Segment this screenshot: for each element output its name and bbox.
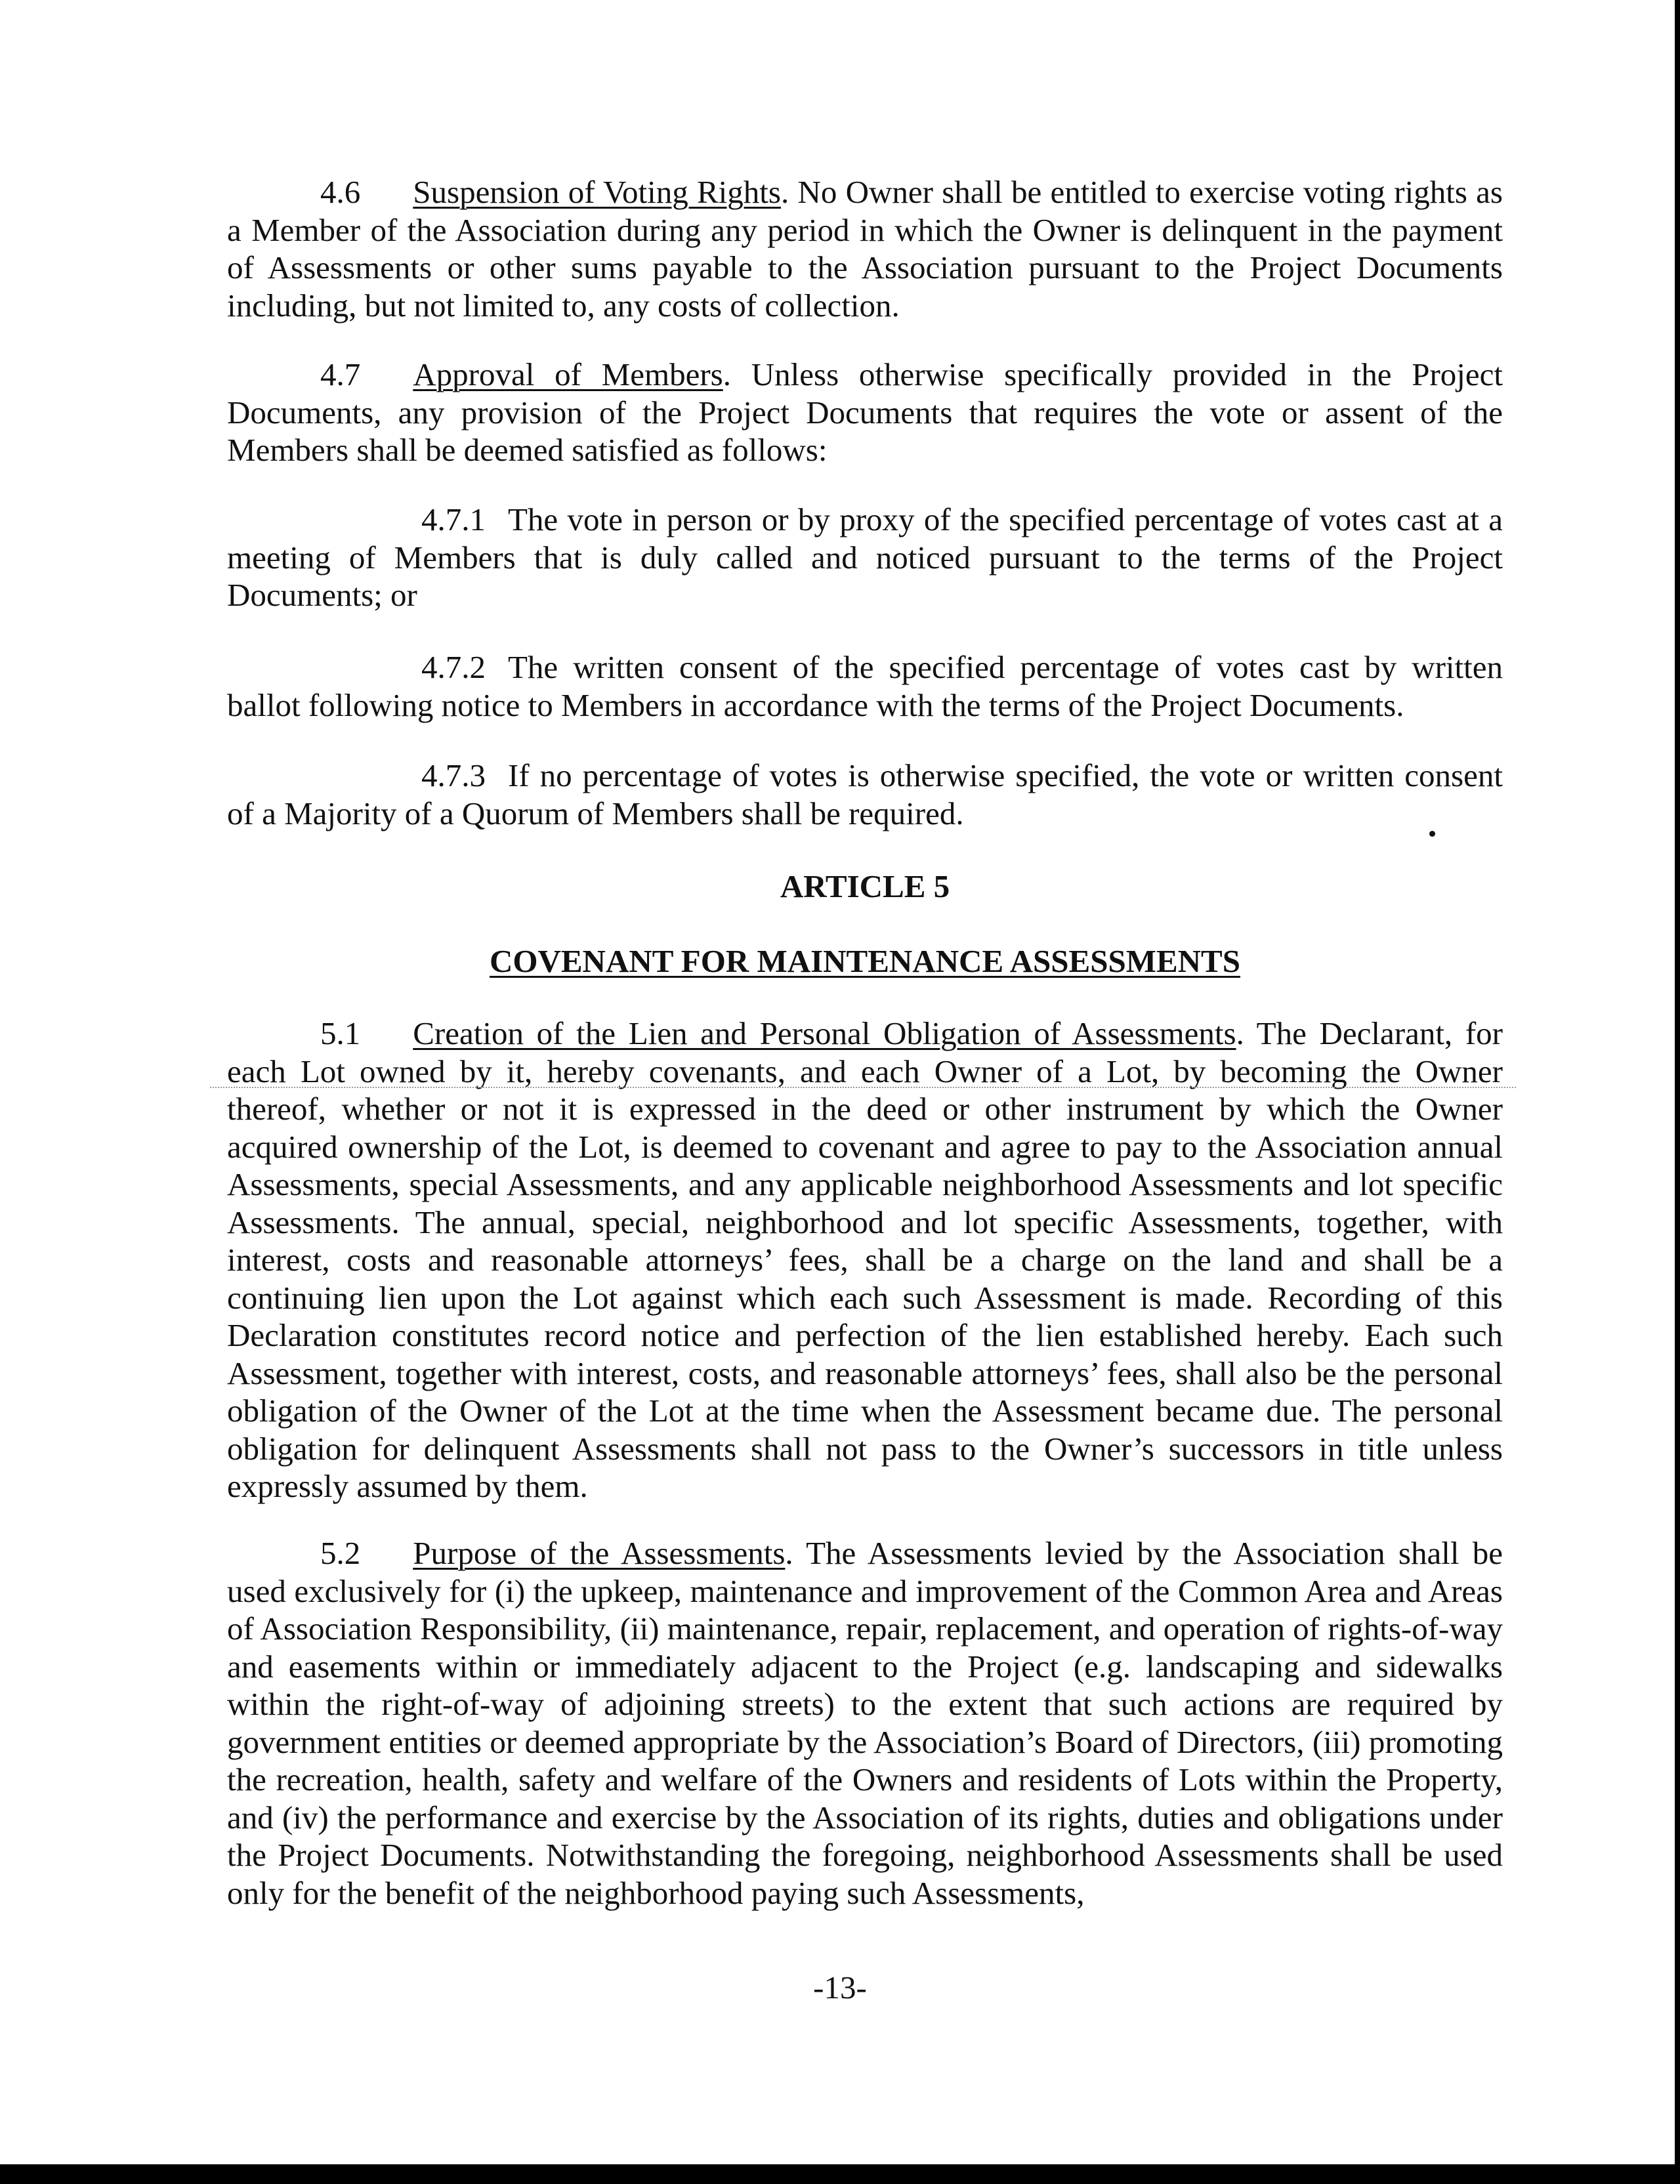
section-body: If no percentage of votes is otherwise specified, the vote or written consent of a Majority of a Quorum of Members shall be required. xyxy=(227,757,1503,831)
scan-border-right xyxy=(1675,0,1680,2184)
section-body: . The Declarant, for each Lot owned by it, hereby covenants, and each Owner of a Lot, by becoming the Owner thereof, whether or not it is expressed in the deed or other instrument by which the Owner acquired ownership of the Lot, is deemed to covenant and agree to pay to the Association annual Assessments, special Assessments, and any applicable neighborhood Assessments and lot specific Assessments. The annual, special, neighborhood and lot specific Assessments, together, with interest, costs and reasonable attorneys’ fees, shall be a charge on the land and shall be a continuing lien upon the Lot against which each such Assessment is made. Recording of this Declaration constitutes record notice and perfection of the lien established hereby. Each such Assessment, together with interest, costs, and reasonable attorneys’ fees, shall also be the personal obligation of the Owner of the Lot at the time when the Assessment became due. The personal obligation for delinquent Assessments shall not pass to the Owner’s successors in title unless expressly assumed by them. xyxy=(227,1015,1503,1504)
section-4-6 xyxy=(227,173,1503,324)
section-4-7 xyxy=(227,356,1503,469)
scan-speck xyxy=(1429,831,1435,837)
section-body: . The Assessments levied by the Association shall be used exclusively for (i) the upkeep, maintenance and improvement of the Common Area and Areas of Association Responsibility, (ii) maintenance, repair, replacement, and operation of rights-of-way and easements within or immediately adjacent to the Project (e.g. landscaping and sidewalks within the right-of-way of adjoining streets) to the extent that such actions are required by government entities or deemed appropriate by the Association’s Board of Directors, (iii) promoting the recreation, health, safety and welfare of the Owners and residents of Lots within the Property, and (iv) the performance and exercise by the Association of its rights, duties and obligations under the Project Documents. Notwithstanding the foregoing, neighborhood Assessments shall be used only for the benefit of the neighborhood paying such Assessments, xyxy=(227,1535,1503,1911)
section-title: Suspension of Voting Rights xyxy=(413,174,781,210)
section-5-2 xyxy=(227,1534,1503,1912)
section-4-7-3 xyxy=(227,757,1503,832)
section-number: 4.7.1 xyxy=(421,501,486,537)
section-body: . No Owner shall be entitled to exercise voting rights as a Member of the Association during any period in which the Owner is delinquent in the payment of Assessments or other sums payable to the Association pursuant to the Project Documents including, but not limited to, any costs of collection. xyxy=(227,174,1503,324)
scan-border-bottom xyxy=(0,2164,1680,2184)
section-title: Approval of Members xyxy=(413,356,723,392)
section-number: 4.7 xyxy=(320,356,361,392)
section-title: Purpose of the Assessments xyxy=(413,1535,786,1571)
section-number: 4.7.3 xyxy=(421,757,486,793)
section-body: The vote in person or by proxy of the specified percentage of votes cast at a meeting of Members that is duly called and noticed pursuant to the terms of the Project Documents; or xyxy=(227,501,1503,613)
article-heading: ARTICLE 5 xyxy=(780,868,950,904)
section-4-7-2 xyxy=(227,648,1503,724)
section-body: . Unless otherwise specifically provided in the Project Documents, any provision of the Project Documents that requires the vote or assent of the Members shall be deemed satisfied as follows: xyxy=(227,356,1503,468)
section-body: The written consent of the specified percentage of votes cast by written ballot following notice to Members in accordance with the terms of the Project Documents. xyxy=(227,649,1503,723)
section-4-7-1 xyxy=(227,501,1503,614)
section-title: Creation of the Lien and Personal Obligation of Assessments xyxy=(413,1015,1236,1051)
section-number: 4.7.2 xyxy=(421,649,486,685)
section-number: 4.6 xyxy=(320,174,361,210)
section-number: 5.1 xyxy=(320,1015,361,1051)
section-5-1 xyxy=(227,1015,1503,1505)
page-number: -13- xyxy=(813,1969,867,2006)
article-title: COVENANT FOR MAINTENANCE ASSESSMENTS xyxy=(489,943,1240,979)
section-number: 5.2 xyxy=(320,1535,361,1571)
scan-artifact-line xyxy=(210,1087,1516,1088)
